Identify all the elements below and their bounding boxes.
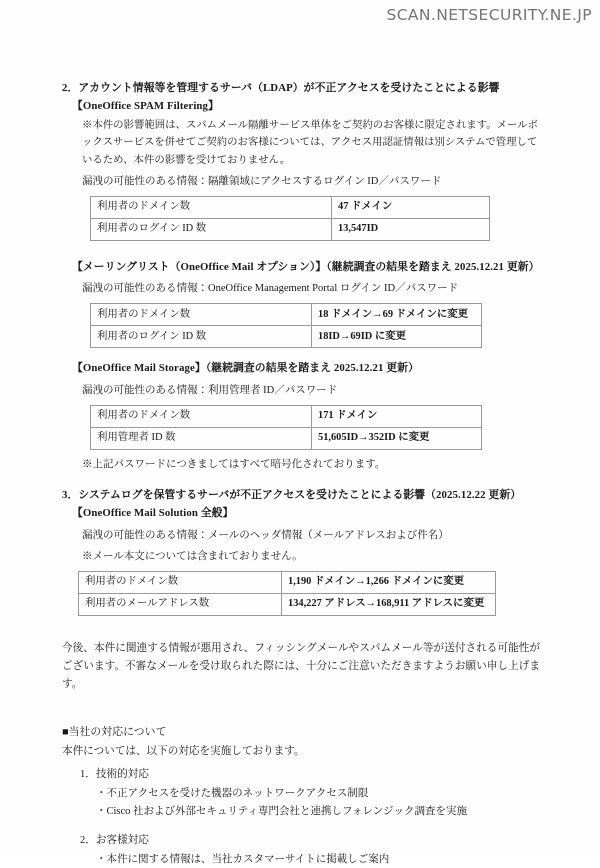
table-cell-value: 18 ドメイン→69 ドメインに変更	[312, 304, 482, 326]
response-bullet-forensic-investigation: ・Cisco 社および外部セキュリティ専門会社と連携しフォレンジック調査を実施	[96, 806, 467, 818]
closing-warning-paragraph: 今後、本件に関連する情報が悪用され、フィッシングメールやスパムメール等が送付される可能性がございます。不審なメールを受け取られた際には、十分にご注意いただきますようお願い申し上げます。	[62, 642, 540, 691]
table-cell-label: 利用者のドメイン数	[91, 304, 312, 326]
note-syslog-no-body: ※メール本文については含まれておりません。	[82, 550, 303, 562]
table-cell-value: 13,547ID	[332, 218, 490, 240]
table-cell-label: 利用者のドメイン数	[91, 405, 312, 427]
table-cell-label: 利用者のログイン ID 数	[91, 326, 312, 348]
table-cell-label: 利用者のドメイン数	[91, 196, 332, 218]
response-bullet-customer-site: ・本件に関する情報は、当社カスタマーサイトに掲載しご案内	[96, 854, 390, 866]
response-item-title-technical: 1．技術的対応	[80, 769, 149, 780]
section-heading-syslog: 3．システムログを保管するサーバが不正アクセスを受けたことによる影響（2025.12.22 更新）	[62, 488, 522, 501]
subheading-mail-solution: 【OneOffice Mail Solution 全般】	[72, 507, 234, 520]
subheading-mail-storage: 【OneOffice Mail Storage】（継続調査の結果を踏まえ 2025.12.21 更新）	[72, 362, 419, 375]
table-cell-label: 利用者のメールアドレス数	[79, 593, 282, 615]
response-lead-text: 本件については、以下の対応を実施しております。	[62, 745, 305, 757]
note-passwords-encrypted: ※上記パスワードにつきましてはすべて暗号化されております。	[82, 458, 386, 470]
leak-info-syslog: 漏洩の可能性のある情報：メールのヘッダ情報（メールアドレスおよび件名）	[82, 529, 449, 541]
table-cell-value: 18ID→69ID に変更	[312, 326, 482, 348]
table-ldap-counts	[90, 196, 490, 241]
note-ldap-scope: ※本件の影響範囲は、スパムメール隔離サービス単体をご契約のお客様に限定されます。メールボックスサービスを併せてご契約のお客様については、アクセス用認証情報は別システムで管理しているため、本件の影響を受けておりません。	[82, 119, 538, 166]
table-syslog-counts	[78, 571, 496, 616]
table-cell-label: 利用者のログイン ID 数	[91, 218, 332, 240]
document-body	[62, 80, 540, 868]
response-item-title-customer: 2．お客様対応	[80, 835, 149, 847]
response-bullet-network-restriction: ・不正アクセスを受けた機器のネットワークアクセス制限	[96, 788, 369, 800]
table-mailing-list-counts	[90, 303, 482, 348]
subheading-spam-filtering: 【OneOffice SPAM Filtering】	[72, 100, 219, 113]
leak-info-mailing-list: 漏洩の可能性のある情報：OneOffice Management Portal ログイン ID／パスワード	[82, 283, 459, 295]
section-heading-ldap: 2．アカウント情報等を管理するサーバ（LDAP）が不正アクセスを受けたことによる影響	[62, 82, 500, 94]
table-row	[91, 326, 482, 348]
leak-info-ldap: 漏洩の可能性のある情報：隔離領域にアクセスするログイン ID／パスワード	[82, 175, 442, 187]
table-row	[79, 571, 496, 593]
table-cell-value: 1,190 ドメイン→1,266 ドメインに変更	[282, 571, 496, 593]
table-row	[91, 218, 490, 240]
table-row	[91, 427, 482, 449]
table-cell-value: 47 ドメイン	[332, 196, 490, 218]
table-cell-label: 利用者のドメイン数	[79, 571, 282, 593]
subheading-mailing-list: 【メーリングリスト（OneOffice Mail オプション）】（継続調査の結果を踏まえ 2025.12.21 更新）	[72, 260, 540, 273]
table-row	[91, 304, 482, 326]
table-cell-value: 51,605ID→352ID に変更	[312, 427, 482, 449]
watermark-source-label: SCAN.NETSECURITY.NE.JP	[386, 6, 592, 24]
leak-info-mail-storage: 漏洩の可能性のある情報：利用管理者 ID／パスワード	[82, 384, 338, 396]
table-cell-value: 171 ドメイン	[312, 405, 482, 427]
table-row	[79, 593, 496, 615]
table-mail-storage-counts	[90, 405, 482, 450]
table-row	[91, 405, 482, 427]
response-section-heading: ■当社の対応について	[62, 726, 167, 739]
table-cell-label: 利用管理者 ID 数	[91, 427, 312, 449]
table-cell-value: 134,227 アドレス→168,911 アドレスに変更	[282, 593, 496, 615]
table-row	[91, 196, 490, 218]
